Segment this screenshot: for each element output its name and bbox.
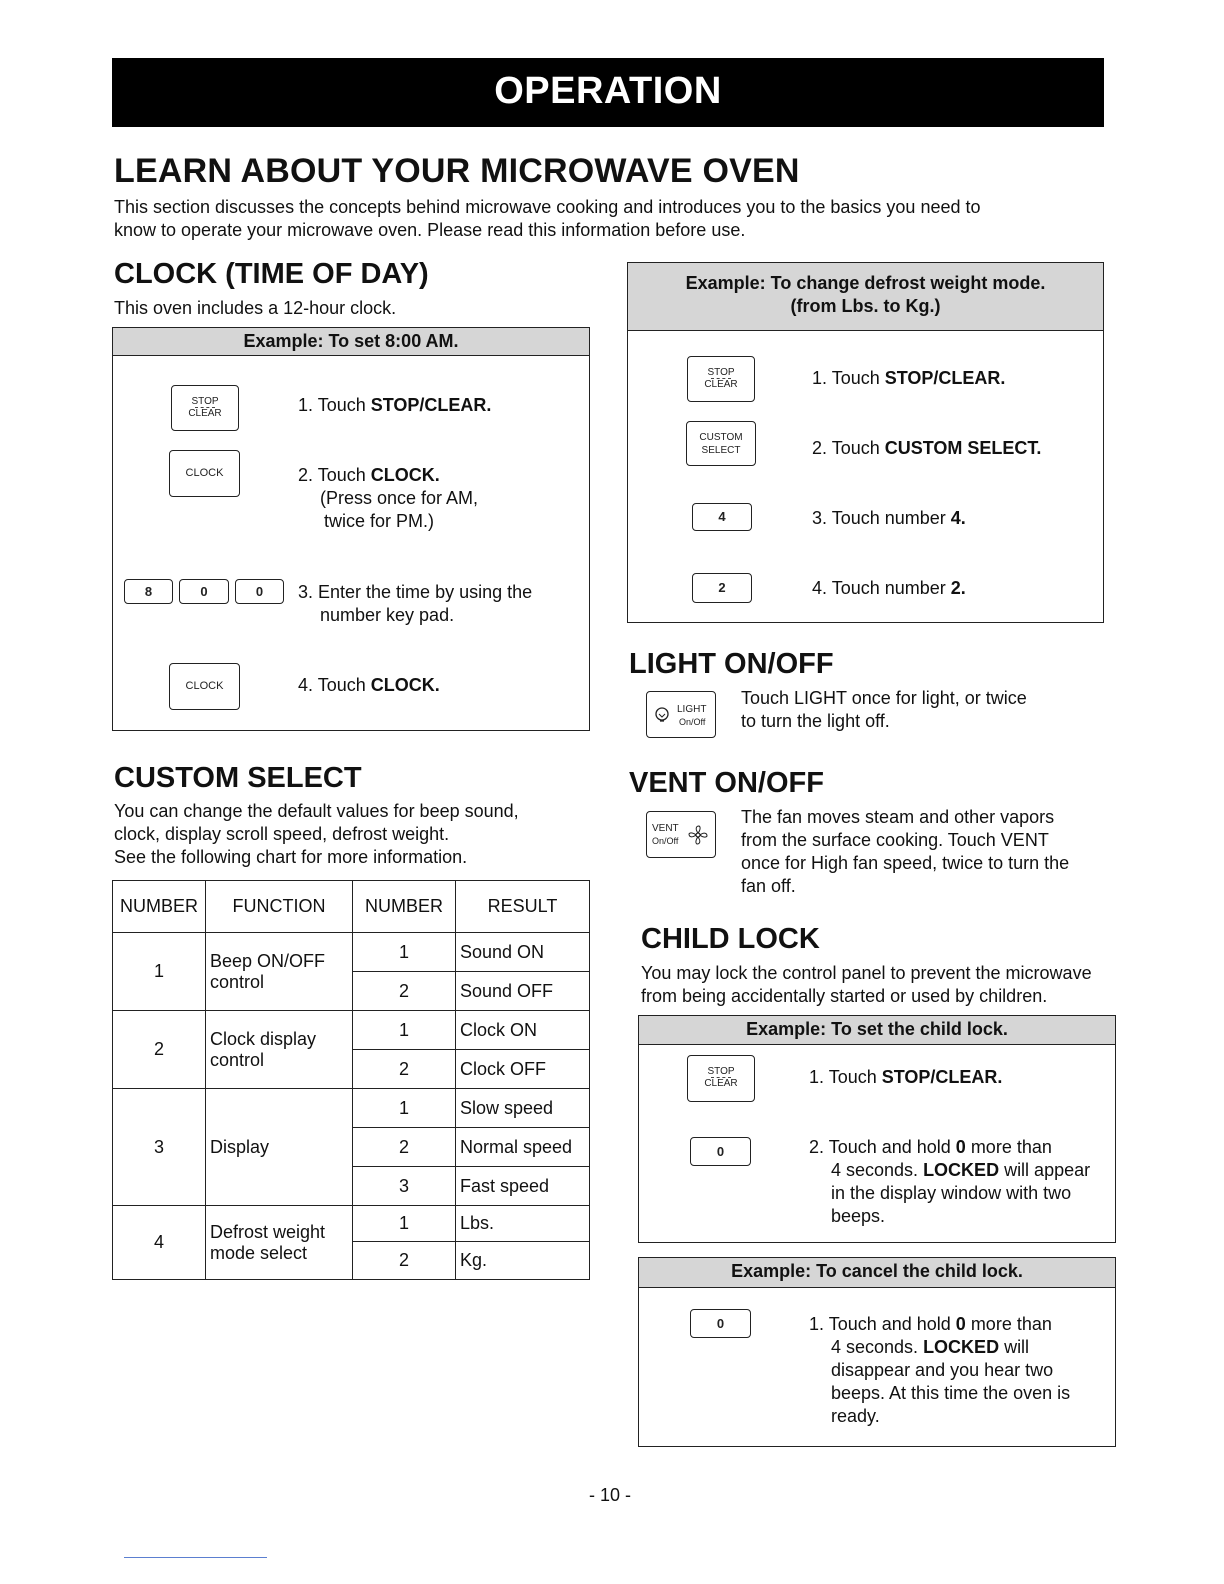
group-function [206,933,353,1011]
step-text: 3. Enter the time by using the [298,582,533,602]
option-result: Clock OFF [456,1050,590,1089]
vent-key-label: VENT [652,823,679,834]
function-line: mode select [210,1242,308,1263]
light-key-sublabel: On/Off [679,717,706,727]
function-line: control [210,971,265,992]
option-number: 2 [353,1050,456,1089]
desc-line: once for High fan speed, twice to turn the [741,853,1070,873]
desc-line: You may lock the control panel to prevent the microwave [641,963,1092,983]
step-text: will [999,1337,1030,1357]
option-result: Sound ON [456,933,590,972]
desc-line: from being accidentally started or used by children. [641,986,1048,1006]
intro-line: know to operate your microwave oven. Please read this information before use. [114,220,746,240]
custom-select-key [686,421,756,466]
step-bold: STOP/CLEAR. [881,1067,1003,1087]
set-child-lock-title: Example: To set the child lock. [639,1016,1115,1045]
step-text: more than [965,1137,1052,1157]
option-result: Normal speed [456,1128,590,1167]
step-bold: STOP/CLEAR. [370,395,492,415]
option-number: 2 [353,1242,456,1280]
step-text: disappear and you hear two [831,1360,1054,1380]
clock-key: CLOCK [169,663,240,710]
clock-example-title: Example: To set 8:00 AM. [113,328,589,356]
fan-icon [687,824,709,846]
function-line: Clock display [210,1028,317,1049]
section-banner: OPERATION [112,58,1104,127]
number-key-4: 4 [692,503,752,531]
number-key-2: 2 [692,573,752,603]
step-bold: 4. [950,508,966,528]
light-key [646,691,716,738]
function-line: Beep ON/OFF [210,950,326,971]
defrost-step-1 [812,367,1005,390]
step-text: 1. Touch and hold [809,1314,956,1334]
number-key-0: 0 [179,579,229,604]
group-number: 4 [113,1206,206,1280]
number-key-8: 8 [124,579,173,604]
step-text: 1. Touch [298,395,371,415]
step-bold: CLOCK. [370,675,440,695]
desc-line: fan off. [741,876,796,896]
option-result: Kg. [456,1242,590,1280]
step-text: will appear [999,1160,1091,1180]
vent-key [646,811,716,858]
light-heading: LIGHT ON/OFF [629,648,834,680]
clear-key-label: CLEAR [188,408,222,419]
step-text: 2. Touch and hold [809,1137,956,1157]
option-number: 1 [353,1206,456,1242]
desc-line: See the following chart for more information. [114,847,468,867]
clear-key-label: CLEAR [704,379,738,390]
step-text: 3. Touch number [812,508,951,528]
step-text: 4. Touch number [812,578,951,598]
clock-heading: CLOCK (TIME OF DAY) [114,258,429,290]
clock-step-2 [298,464,478,533]
desc-line: from the surface cooking. Touch VENT [741,830,1049,850]
step-bold: 2. [950,578,966,598]
step-text: 1. Touch [812,368,885,388]
defrost-example-title [628,263,1103,331]
clock-desc: This oven includes a 12-hour clock. [114,298,397,318]
clock-step-4 [298,674,440,697]
step-note: number key pad. [320,605,455,625]
stop-clear-key [687,1055,755,1102]
step-bold: 0 [955,1314,966,1334]
page-title: LEARN ABOUT YOUR MICROWAVE OVEN [114,152,800,190]
clock-key: CLOCK [169,450,240,497]
number-key-0: 0 [690,1309,751,1338]
option-number: 1 [353,1011,456,1050]
desc-line: You can change the default values for beep sound, [114,801,519,821]
custom-key-label: CUSTOM [699,432,743,443]
option-result: Clock ON [456,1011,590,1050]
header-cell: RESULT [456,881,590,933]
set-lock-step-2 [809,1136,1090,1228]
step-bold: 0 [955,1137,966,1157]
stop-clear-key [171,385,239,431]
stop-key-label: STOP [707,367,735,378]
option-number: 3 [353,1167,456,1206]
option-number: 2 [353,972,456,1011]
defrost-step-2 [812,437,1041,460]
vent-key-sublabel: On/Off [652,836,679,846]
table-row [113,1011,590,1050]
number-key-0: 0 [235,579,284,604]
group-number: 2 [113,1011,206,1089]
clock-step-3 [298,581,532,627]
group-function [206,1089,353,1206]
example-title-line: (from Lbs. to Kg.) [790,296,941,316]
table-row [113,1089,590,1128]
step-text: 4. Touch [298,675,371,695]
stop-clear-key [687,356,755,402]
step-text: beeps. [831,1206,886,1226]
child-lock-desc [641,962,1092,1008]
vent-heading: VENT ON/OFF [629,767,824,799]
intro-text [114,196,1114,242]
custom-select-heading: CUSTOM SELECT [114,762,362,794]
step-text: 2. Touch [298,465,371,485]
cancel-lock-step-1 [809,1313,1070,1428]
light-desc [741,687,1027,733]
desc-line: Touch LIGHT once for light, or twice [741,688,1027,708]
header-cell: NUMBER [353,881,456,933]
function-line: Display [210,1136,270,1157]
step-text: 1. Touch [809,1067,882,1087]
step-text: ready. [831,1406,880,1426]
step-bold: STOP/CLEAR. [884,368,1006,388]
step-bold: LOCKED [923,1337,1000,1357]
step-text: beeps. At this time the oven is [831,1383,1071,1403]
step-bold: LOCKED [923,1160,1000,1180]
step-bold: CLOCK. [370,465,440,485]
vent-desc [741,806,1069,898]
table-row [113,1206,590,1242]
desc-line: clock, display scroll speed, defrost weight. [114,824,450,844]
step-text: 2. Touch [812,438,885,458]
select-key-label: SELECT [701,445,741,456]
custom-select-desc [114,800,519,869]
step-text: 4 seconds. [831,1160,924,1180]
table-row [113,933,590,972]
option-result: Slow speed [456,1089,590,1128]
stop-key-label: STOP [707,1066,735,1077]
table-header-row [113,881,590,933]
step-note: twice for PM.) [324,511,435,531]
group-number: 1 [113,933,206,1011]
step-text: 4 seconds. [831,1337,924,1357]
step-text: in the display window with two [831,1183,1072,1203]
defrost-step-3 [812,507,966,530]
header-cell: NUMBER [113,881,206,933]
set-lock-step-1 [809,1066,1002,1089]
number-key-0: 0 [690,1137,751,1166]
group-function [206,1206,353,1280]
defrost-step-4 [812,577,966,600]
option-number: 2 [353,1128,456,1167]
step-text: more than [965,1314,1052,1334]
group-function [206,1011,353,1089]
desc-line: The fan moves steam and other vapors [741,807,1055,827]
option-result: Fast speed [456,1167,590,1206]
intro-line: This section discusses the concepts behind microwave cooking and introduces you to the basics you need to [114,197,981,217]
option-number: 1 [353,1089,456,1128]
cancel-child-lock-title: Example: To cancel the child lock. [639,1258,1115,1288]
clock-step-1 [298,394,491,417]
group-number: 3 [113,1089,206,1206]
header-cell: FUNCTION [206,881,353,933]
step-bold: CUSTOM SELECT. [884,438,1042,458]
function-line: Defrost weight [210,1221,326,1242]
footer-rule [124,1557,267,1558]
clear-key-label: CLEAR [704,1078,738,1089]
function-line: control [210,1049,265,1070]
custom-select-table [112,880,590,1280]
option-number: 1 [353,933,456,972]
child-lock-heading: CHILD LOCK [641,923,820,955]
stop-key-label: STOP [191,396,219,407]
step-note: (Press once for AM, [320,488,479,508]
option-result: Sound OFF [456,972,590,1011]
desc-line: to turn the light off. [741,711,890,731]
page-number: - 10 - [588,1485,631,1505]
option-result: Lbs. [456,1206,590,1242]
lightbulb-icon [653,706,671,724]
light-key-label: LIGHT [677,704,707,715]
example-title-line: Example: To change defrost weight mode. [685,273,1046,293]
